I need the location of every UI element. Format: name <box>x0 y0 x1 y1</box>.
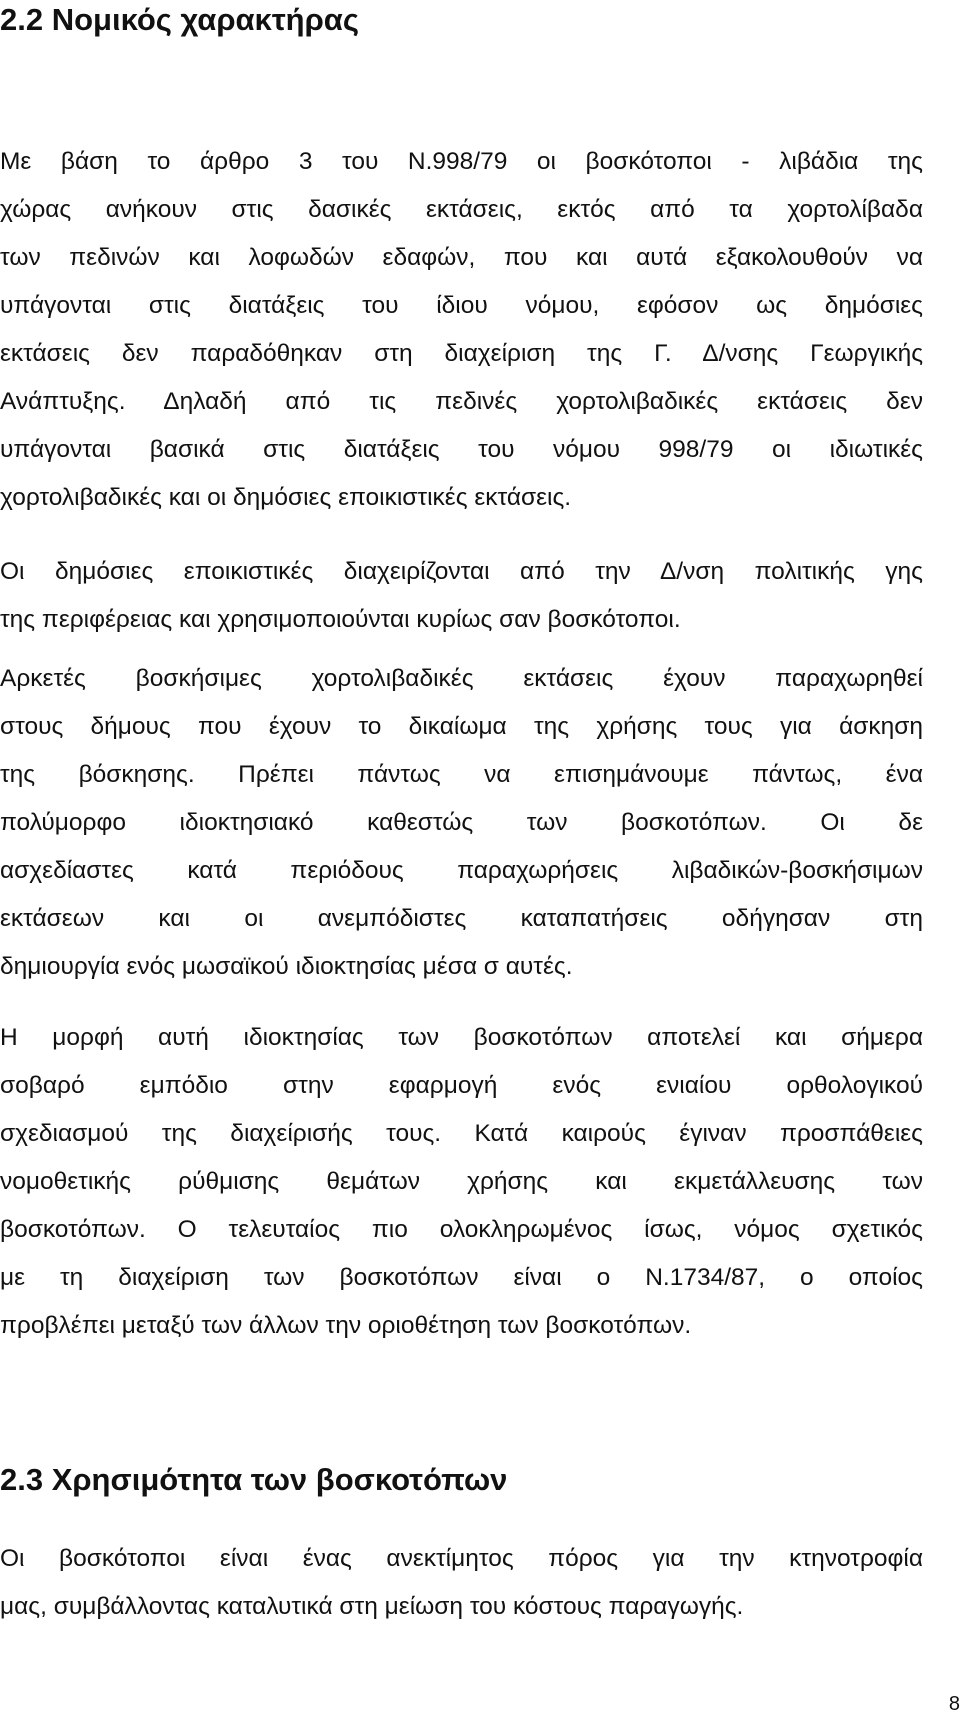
paragraph-line: των πεδινών και λοφωδών εδαφών, που και αυτά εξακολουθούν να <box>0 244 923 271</box>
paragraph-line: ασχεδίαστες κατά περιόδους παραχωρήσεις λιβαδικών-βοσκήσιμων <box>0 857 923 884</box>
paragraph-line: χώρας ανήκουν στις δασικές εκτάσεις, εκτός από τα χορτολίβαδα <box>0 196 923 223</box>
paragraph-line: δημιουργία ενός μωσαϊκού ιδιοκτησίας μέσα σ αυτές. <box>0 953 573 980</box>
paragraph-legislation <box>0 1014 923 1350</box>
paragraph-line: Η μορφή αυτή ιδιοκτησίας των βοσκοτόπων αποτελεί και σήμερα <box>0 1024 923 1051</box>
paragraph-line: προβλέπει μεταξύ των άλλων την οριοθέτηση των βοσκοτόπων. <box>0 1312 692 1339</box>
paragraph-line: σχεδιασμού της διαχείρισής τους. Κατά καιρούς έγιναν προσπάθειες <box>0 1120 923 1147</box>
paragraph-line: βοσκοτόπων. Ο τελευταίος πιο ολοκληρωμένος ίσως, νόμος σχετικός <box>0 1216 923 1243</box>
paragraph-line: Με βάση το άρθρο 3 του Ν.998/79 οι βοσκότοποι - λιβάδια της <box>0 148 923 175</box>
page-number: 8 <box>948 1693 960 1715</box>
paragraph-line: με τη διαχείριση των βοσκοτόπων είναι ο Ν.1734/87, ο οποίος <box>0 1264 923 1291</box>
paragraph-line: της βόσκησης. Πρέπει πάντως να επισημάνουμε πάντως, ένα <box>0 761 923 788</box>
paragraph-line: Ανάπτυξης. Δηλαδή από τις πεδινές χορτολιβαδικές εκτάσεις δεν <box>0 388 923 415</box>
section-heading-2-3: 2.3 Χρησιμότητα των βοσκοτόπων <box>0 1462 508 1497</box>
paragraph-line: νομοθετικής ρύθμισης θεμάτων χρήσης και εκμετάλλευσης των <box>0 1168 923 1195</box>
paragraph-line: υπάγονται βασικά στις διατάξεις του νόμου 998/79 οι ιδιωτικές <box>0 436 923 463</box>
paragraph-line: στους δήμους που έχουν το δικαίωμα της χρήσης τους για άσκηση <box>0 713 923 740</box>
paragraph-usefulness <box>0 1535 923 1631</box>
paragraph-ownership-status <box>0 655 923 991</box>
paragraph-line: Οι δημόσιες εποικιστικές διαχειρίζονται από την Δ/νση πολιτικής γης <box>0 558 923 585</box>
paragraph-line: εκτάσεων και οι ανεμπόδιστες καταπατήσεις οδήγησαν στη <box>0 905 923 932</box>
paragraph-line: σοβαρό εμπόδιο στην εφαρμογή ενός ενιαίου ορθολογικού <box>0 1072 923 1099</box>
paragraph-line: χορτολιβαδικές και οι δημόσιες εποικιστικές εκτάσεις. <box>0 484 572 511</box>
paragraph-line: Αρκετές βοσκήσιμες χορτολιβαδικές εκτάσεις έχουν παραχωρηθεί <box>0 665 923 692</box>
paragraph-line: εκτάσεις δεν παραδόθηκαν στη διαχείριση της Γ. Δ/νσης Γεωργικής <box>0 340 923 367</box>
paragraph-line: Οι βοσκότοποι είναι ένας ανεκτίμητος πόρος για την κτηνοτροφία <box>0 1545 923 1572</box>
section-heading-2-2: 2.2 Νομικός χαρακτήρας <box>0 2 359 37</box>
paragraph-line: πολύμορφο ιδιοκτησιακό καθεστώς των βοσκοτόπων. Οι δε <box>0 809 923 836</box>
paragraph-legal-basis <box>0 138 923 522</box>
paragraph-settlement-lands <box>0 548 923 644</box>
paragraph-line: υπάγονται στις διατάξεις του ίδιου νόμου, εφόσον ως δημόσιες <box>0 292 923 319</box>
paragraph-line: μας, συμβάλλοντας καταλυτικά στη μείωση του κόστους παραγωγής. <box>0 1593 744 1620</box>
paragraph-line: της περιφέρειας και χρησιμοποιούνται κυρίως σαν βοσκότοποι. <box>0 606 681 633</box>
